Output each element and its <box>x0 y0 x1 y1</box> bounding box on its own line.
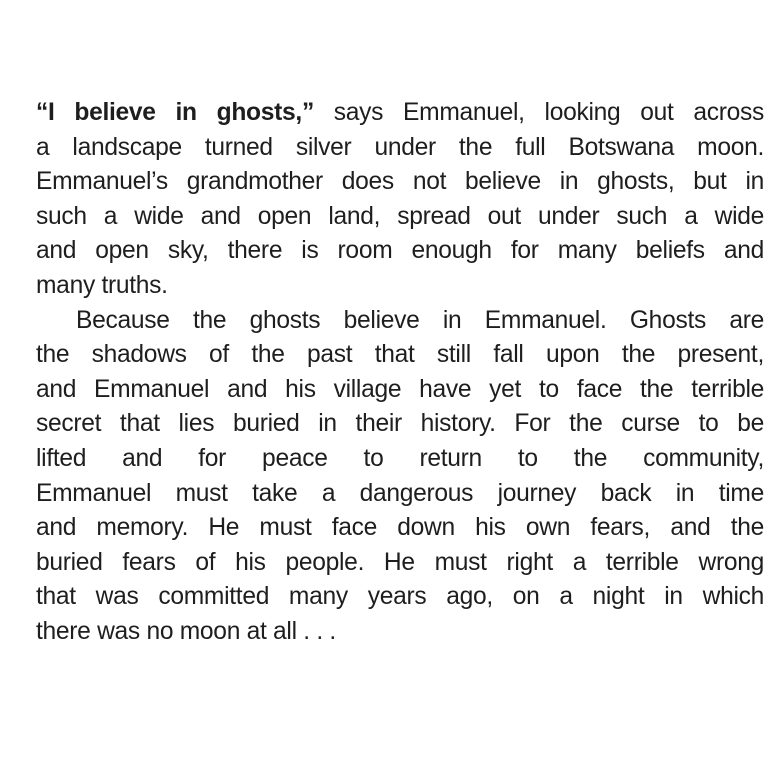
paragraph-2-line-10: there was no moon at all . . . <box>36 617 336 645</box>
paragraph-2-line-6: Emmanuel must take a dangerous journey back in time <box>36 479 764 507</box>
paragraph-2-line-3: and Emmanuel and his village have yet to face the terrible <box>36 375 764 403</box>
paragraph-2-line-4: secret that lies buried in their history. For the curse to be <box>36 410 764 438</box>
paragraph-1-line-4: such a wide and open land, spread out under such a wide <box>36 202 764 230</box>
paragraph-1-line-3: Emmanuel’s grandmother does not believe in ghosts, but in <box>36 168 764 196</box>
paragraph-1-line-2: a landscape turned silver under the full Botswana moon. <box>36 133 764 161</box>
paragraph-2-line-2: the shadows of the past that still fall upon the present, <box>36 341 764 369</box>
paragraph-2-line-5: lifted and for peace to return to the community, <box>36 444 764 472</box>
paragraph-1-line-5: and open sky, there is room enough for many beliefs and <box>36 237 764 265</box>
book-blurb <box>36 96 764 650</box>
paragraph-1-line-6: many truths. <box>36 271 168 299</box>
paragraph-2-line-1: Because the ghosts believe in Emmanuel. Ghosts are <box>76 306 764 334</box>
paragraph-2-line-8: buried fears of his people. He must right a terrible wrong <box>36 548 764 576</box>
opening-quote: “I believe in ghosts,” <box>36 99 314 126</box>
paragraph-2-line-7: and memory. He must face down his own fears, and the <box>36 514 764 542</box>
paragraph-2-line-9: that was committed many years ago, on a night in which <box>36 583 764 611</box>
paragraph-2 <box>36 304 764 650</box>
opening-line-rest: says Emmanuel, looking out across <box>313 99 765 126</box>
paragraph-1 <box>36 96 764 304</box>
paragraph-1-line-1 <box>36 96 764 131</box>
